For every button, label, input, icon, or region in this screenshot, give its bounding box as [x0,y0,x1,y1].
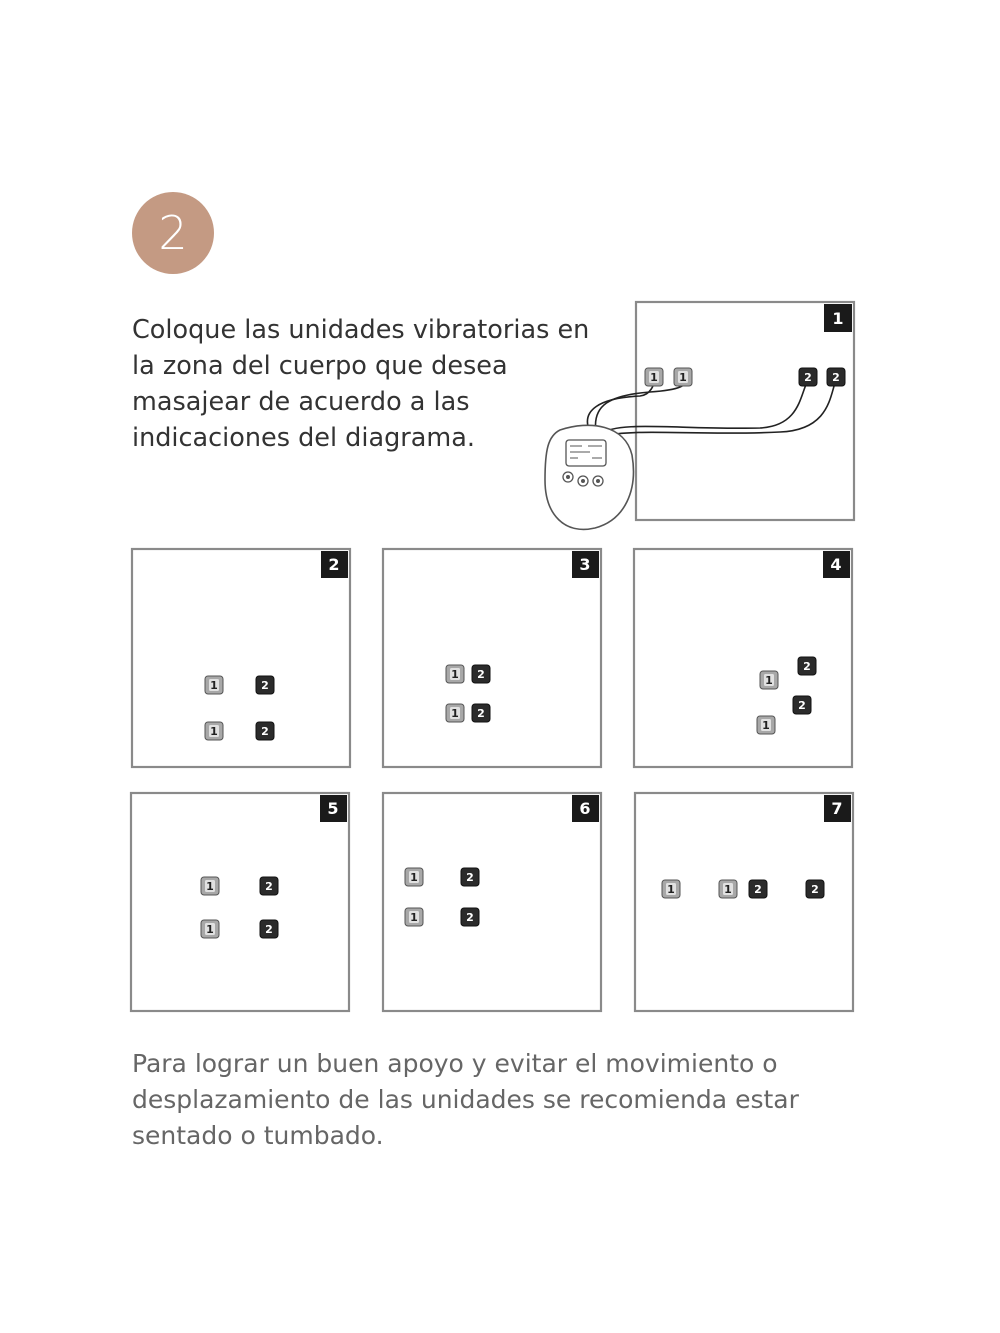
pad-1 [405,908,423,926]
panel-4-number: 4 [830,555,842,574]
svg-text:2: 2 [832,371,840,384]
pad-2 [798,657,816,675]
panel-5 [131,793,349,1011]
panel-3 [383,549,601,767]
svg-text:1: 1 [210,725,218,738]
panel-3-number: 3 [579,555,591,574]
svg-text:1: 1 [410,871,418,884]
svg-text:1: 1 [667,883,675,896]
pad-1 [757,716,775,734]
pad-1 [760,671,778,689]
panel-7 [635,793,853,1011]
svg-text:1: 1 [210,679,218,692]
pad-2 [260,920,278,938]
svg-text:1: 1 [762,719,770,732]
pad-2 [749,880,767,898]
svg-text:2: 2 [466,871,474,884]
pad-2 [461,908,479,926]
step-number: 2 [158,206,188,260]
svg-text:1: 1 [765,674,773,687]
pad-2 [461,868,479,886]
svg-text:1: 1 [451,668,459,681]
pad-1 [405,868,423,886]
pad-1 [719,880,737,898]
svg-text:1: 1 [679,371,687,384]
pad-1 [662,880,680,898]
pad-2 [472,665,490,683]
pad-2 [260,877,278,895]
pad-2 [256,676,274,694]
pad-1 [205,722,223,740]
panel-1-number: 1 [832,309,844,328]
pad-2 [793,696,811,714]
svg-text:2: 2 [803,660,811,673]
panel-6 [383,793,601,1011]
footer-note-text: Para lograr un buen apoyo y evitar el movimiento o desplazamiento de las unidades se recomienda estar sentado o tumbado. [132,1049,799,1150]
pad-1 [446,704,464,722]
pad-2 [827,368,845,386]
panel-4 [634,549,852,767]
svg-text:2: 2 [804,371,812,384]
panel-2-number: 2 [328,555,340,574]
pad-1 [674,368,692,386]
pad-1 [645,368,663,386]
instruction-text: Coloque las unidades vibratorias en la zona del cuerpo que desea masajear de acuerdo a las indicaciones del diagrama. [132,315,590,453]
svg-text:2: 2 [811,883,819,896]
svg-text:1: 1 [206,880,214,893]
svg-text:2: 2 [798,699,806,712]
panel-2 [132,549,350,767]
pad-2 [799,368,817,386]
pad-1 [201,877,219,895]
svg-text:2: 2 [265,923,273,936]
panel-1 [636,302,854,520]
svg-text:2: 2 [261,679,269,692]
panel-7-number: 7 [831,799,843,818]
pad-1 [205,676,223,694]
panel-5-number: 5 [327,799,339,818]
svg-text:1: 1 [206,923,214,936]
svg-text:1: 1 [410,911,418,924]
panel-6-number: 6 [579,799,591,818]
svg-text:2: 2 [466,911,474,924]
svg-text:2: 2 [477,707,485,720]
svg-text:1: 1 [650,371,658,384]
svg-text:2: 2 [754,883,762,896]
pad-2 [472,704,490,722]
pad-2 [806,880,824,898]
svg-text:2: 2 [265,880,273,893]
svg-text:1: 1 [451,707,459,720]
svg-text:2: 2 [261,725,269,738]
svg-text:2: 2 [477,668,485,681]
pad-2 [256,722,274,740]
pad-1 [201,920,219,938]
svg-text:1: 1 [724,883,732,896]
pad-1 [446,665,464,683]
